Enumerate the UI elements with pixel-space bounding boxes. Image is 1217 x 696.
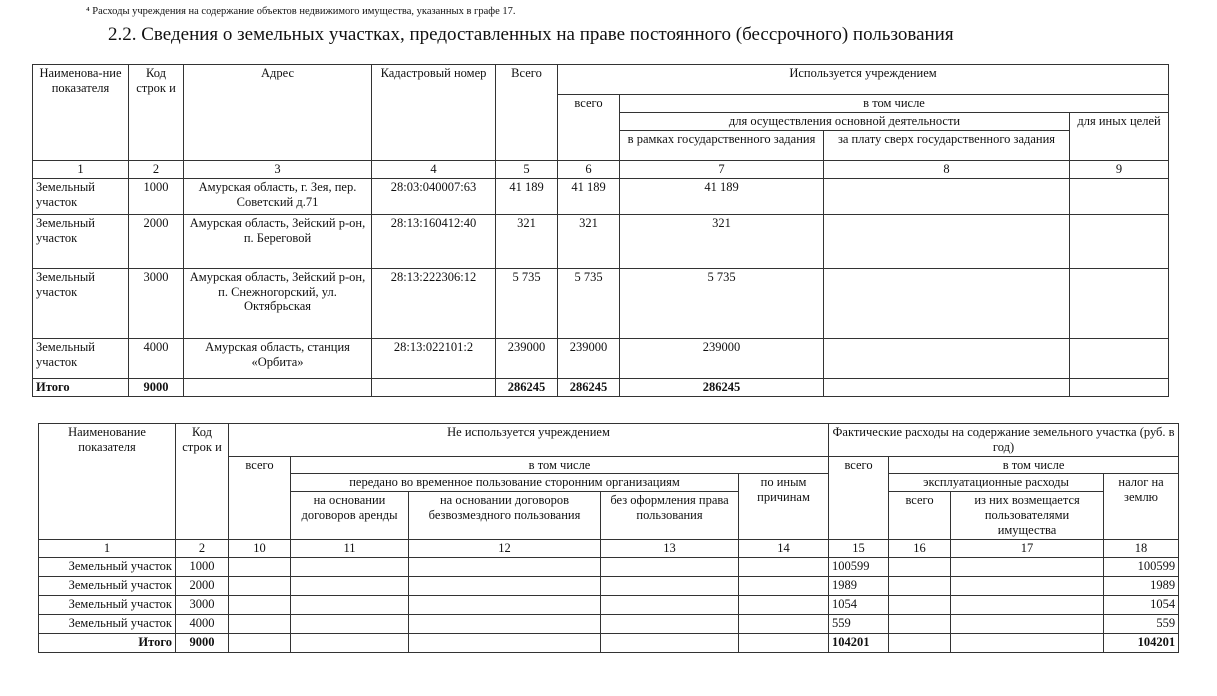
table-row: [39, 557, 1179, 576]
header-other-purposes: для иных целей: [1070, 113, 1169, 161]
cell-empty: [739, 557, 829, 576]
col-number: 9: [1070, 161, 1169, 179]
land-plots-notused-table: [38, 423, 1179, 653]
col-number: 15: [829, 540, 889, 558]
cell-cadastral: 28:03:040007:63: [372, 178, 496, 214]
cell-empty: [601, 557, 739, 576]
section-heading: 2.2. Сведения о земельных участках, предоставленных на праве постоянного (бессрочного) пользования: [108, 24, 954, 45]
header-code: Код строк и: [176, 424, 229, 540]
cell-cadastral: 28:13:160412:40: [372, 214, 496, 268]
cell-empty: [229, 633, 291, 652]
header-not-used: Не используется учреждением: [229, 424, 829, 457]
header-state-task: в рамках государственного задания: [620, 131, 824, 161]
cell-address: Амурская область, станция «Орбита»: [184, 338, 372, 378]
cell-name: Земельный участок: [33, 338, 129, 378]
cell-empty: [889, 557, 951, 576]
cell-name: Земельный участок: [33, 178, 129, 214]
cell-empty: [409, 614, 601, 633]
cell-tax: 104201: [1104, 633, 1179, 652]
col-number: 1: [33, 161, 129, 179]
header-other-reasons: по иным причинам: [739, 474, 829, 540]
header-address: Адрес: [184, 65, 372, 161]
cell-name: Земельный участок: [39, 595, 176, 614]
cell-other: [1070, 338, 1169, 378]
cell-tax: 1054: [1104, 595, 1179, 614]
cell-cadastral: [372, 378, 496, 396]
cell-total: 5 735: [496, 268, 558, 338]
header-free-use: на основании договоров безвозмездного пользования: [409, 492, 601, 540]
cell-code: 4000: [176, 614, 229, 633]
cell-empty: [889, 576, 951, 595]
header-exp-total: всего: [829, 456, 889, 540]
cell-empty: [601, 595, 739, 614]
cell-empty: [889, 633, 951, 652]
cell-empty: [229, 576, 291, 595]
cell-state: 286245: [620, 378, 824, 396]
header-main-activity: для осуществления основной деятельности: [620, 113, 1070, 131]
cell-paid: [824, 178, 1070, 214]
cell-address: [184, 378, 372, 396]
cell-empty: [889, 595, 951, 614]
header-total: Всего: [496, 65, 558, 161]
cell-paid: [824, 378, 1070, 396]
cell-paid: [824, 338, 1070, 378]
cell-empty: [601, 576, 739, 595]
cell-used: 321: [558, 214, 620, 268]
land-plots-used-table: [32, 64, 1169, 397]
header-incl: в том числе: [620, 95, 1169, 113]
cell-exp-total: 1989: [829, 576, 889, 595]
cell-other: [1070, 214, 1169, 268]
cell-address: Амурская область, г. Зея, пер. Советский д.71: [184, 178, 372, 214]
col-number: 10: [229, 540, 291, 558]
cell-empty: [739, 633, 829, 652]
col-number: 3: [184, 161, 372, 179]
cell-empty: [291, 557, 409, 576]
table-row: [39, 576, 1179, 595]
cell-used: 286245: [558, 378, 620, 396]
cell-empty: [951, 576, 1104, 595]
cell-paid: [824, 214, 1070, 268]
cell-other: [1070, 378, 1169, 396]
col-number: 2: [129, 161, 184, 179]
cell-exp-total: 559: [829, 614, 889, 633]
column-numbers-row: [33, 161, 1169, 179]
cell-address: Амурская область, Зейский р-он, п. Береговой: [184, 214, 372, 268]
header-used-total: всего: [558, 95, 620, 161]
cell-code: 2000: [176, 576, 229, 595]
cell-code: 9000: [176, 633, 229, 652]
column-numbers-row: [39, 540, 1179, 558]
col-number: 5: [496, 161, 558, 179]
cell-paid: [824, 268, 1070, 338]
header-op-total: всего: [889, 492, 951, 540]
cell-tax: 100599: [1104, 557, 1179, 576]
cell-empty: [601, 633, 739, 652]
cell-empty: [951, 614, 1104, 633]
col-number: 18: [1104, 540, 1179, 558]
col-number: 12: [409, 540, 601, 558]
cell-empty: [409, 557, 601, 576]
cell-tax: 559: [1104, 614, 1179, 633]
cell-empty: [291, 576, 409, 595]
cell-empty: [951, 595, 1104, 614]
cell-state: 239000: [620, 338, 824, 378]
col-number: 16: [889, 540, 951, 558]
header-code: Код строк и: [129, 65, 184, 161]
col-number: 4: [372, 161, 496, 179]
cell-used: 41 189: [558, 178, 620, 214]
cell-total: 41 189: [496, 178, 558, 214]
cell-code: 3000: [129, 268, 184, 338]
cell-state: 321: [620, 214, 824, 268]
cell-exp-total: 104201: [829, 633, 889, 652]
cell-name: Земельный участок: [39, 557, 176, 576]
header-exp-incl: в том числе: [889, 456, 1179, 474]
col-number: 1: [39, 540, 176, 558]
cell-empty: [951, 633, 1104, 652]
table-row: [33, 268, 1169, 338]
header-land-tax: налог на землю: [1104, 474, 1179, 540]
table-row: [39, 614, 1179, 633]
col-number: 2: [176, 540, 229, 558]
cell-name: Итого: [33, 378, 129, 396]
header-name: Наименова-ние показателя: [33, 65, 129, 161]
total-row: [39, 633, 1179, 652]
header-notused-total: всего: [229, 456, 291, 540]
cell-code: 1000: [129, 178, 184, 214]
cell-tax: 1989: [1104, 576, 1179, 595]
cell-name: Земельный участок: [39, 576, 176, 595]
cell-empty: [291, 633, 409, 652]
cell-empty: [739, 595, 829, 614]
cell-cadastral: 28:13:022101:2: [372, 338, 496, 378]
cell-empty: [601, 614, 739, 633]
header-operating: эксплуатационные расходы: [889, 474, 1104, 492]
cell-empty: [229, 614, 291, 633]
col-number: 17: [951, 540, 1104, 558]
cell-used: 239000: [558, 338, 620, 378]
cell-other: [1070, 178, 1169, 214]
cell-name: Земельный участок: [39, 614, 176, 633]
cell-empty: [409, 595, 601, 614]
col-number: 8: [824, 161, 1070, 179]
cell-code: 1000: [176, 557, 229, 576]
col-number: 13: [601, 540, 739, 558]
cell-cadastral: 28:13:222306:12: [372, 268, 496, 338]
cell-empty: [291, 614, 409, 633]
header-lease: на основании договоров аренды: [291, 492, 409, 540]
cell-empty: [409, 633, 601, 652]
col-number: 7: [620, 161, 824, 179]
cell-code: 2000: [129, 214, 184, 268]
cell-empty: [739, 576, 829, 595]
cell-used: 5 735: [558, 268, 620, 338]
col-number: 6: [558, 161, 620, 179]
cell-state: 5 735: [620, 268, 824, 338]
footnote: ⁴ Расходы учреждения на содержание объектов недвижимого имущества, указанных в графе 17.: [86, 6, 516, 17]
cell-name: Земельный участок: [33, 214, 129, 268]
header-used: Используется учреждением: [558, 65, 1169, 95]
header-cadastral: Кадастровый номер: [372, 65, 496, 161]
cell-code: 4000: [129, 338, 184, 378]
cell-name: Земельный участок: [33, 268, 129, 338]
header-name: Наименование показателя: [39, 424, 176, 540]
header-transferred: передано во временное пользование сторонним организациям: [291, 474, 739, 492]
total-row: [33, 378, 1169, 396]
cell-empty: [291, 595, 409, 614]
col-number: 11: [291, 540, 409, 558]
col-number: 14: [739, 540, 829, 558]
cell-empty: [951, 557, 1104, 576]
header-no-formalization: без оформления права пользования: [601, 492, 739, 540]
cell-empty: [229, 557, 291, 576]
header-paid: за плату сверх государственного задания: [824, 131, 1070, 161]
cell-address: Амурская область, Зейский р-он, п. Снежногорский, ул. Октябрьская: [184, 268, 372, 338]
table-row: [33, 178, 1169, 214]
table-row: [39, 595, 1179, 614]
cell-total: 239000: [496, 338, 558, 378]
cell-total: 321: [496, 214, 558, 268]
table-row: [33, 338, 1169, 378]
cell-empty: [739, 614, 829, 633]
cell-empty: [889, 614, 951, 633]
cell-code: 3000: [176, 595, 229, 614]
cell-exp-total: 100599: [829, 557, 889, 576]
header-incl: в том числе: [291, 456, 829, 474]
table-row: [33, 214, 1169, 268]
cell-total: 286245: [496, 378, 558, 396]
cell-other: [1070, 268, 1169, 338]
cell-exp-total: 1054: [829, 595, 889, 614]
cell-name: Итого: [39, 633, 176, 652]
cell-code: 9000: [129, 378, 184, 396]
cell-state: 41 189: [620, 178, 824, 214]
cell-empty: [409, 576, 601, 595]
cell-empty: [229, 595, 291, 614]
header-expenses: Фактические расходы на содержание земельного участка (руб. в год): [829, 424, 1179, 457]
header-reimbursed: из них возмещается пользователями имущества: [951, 492, 1104, 540]
